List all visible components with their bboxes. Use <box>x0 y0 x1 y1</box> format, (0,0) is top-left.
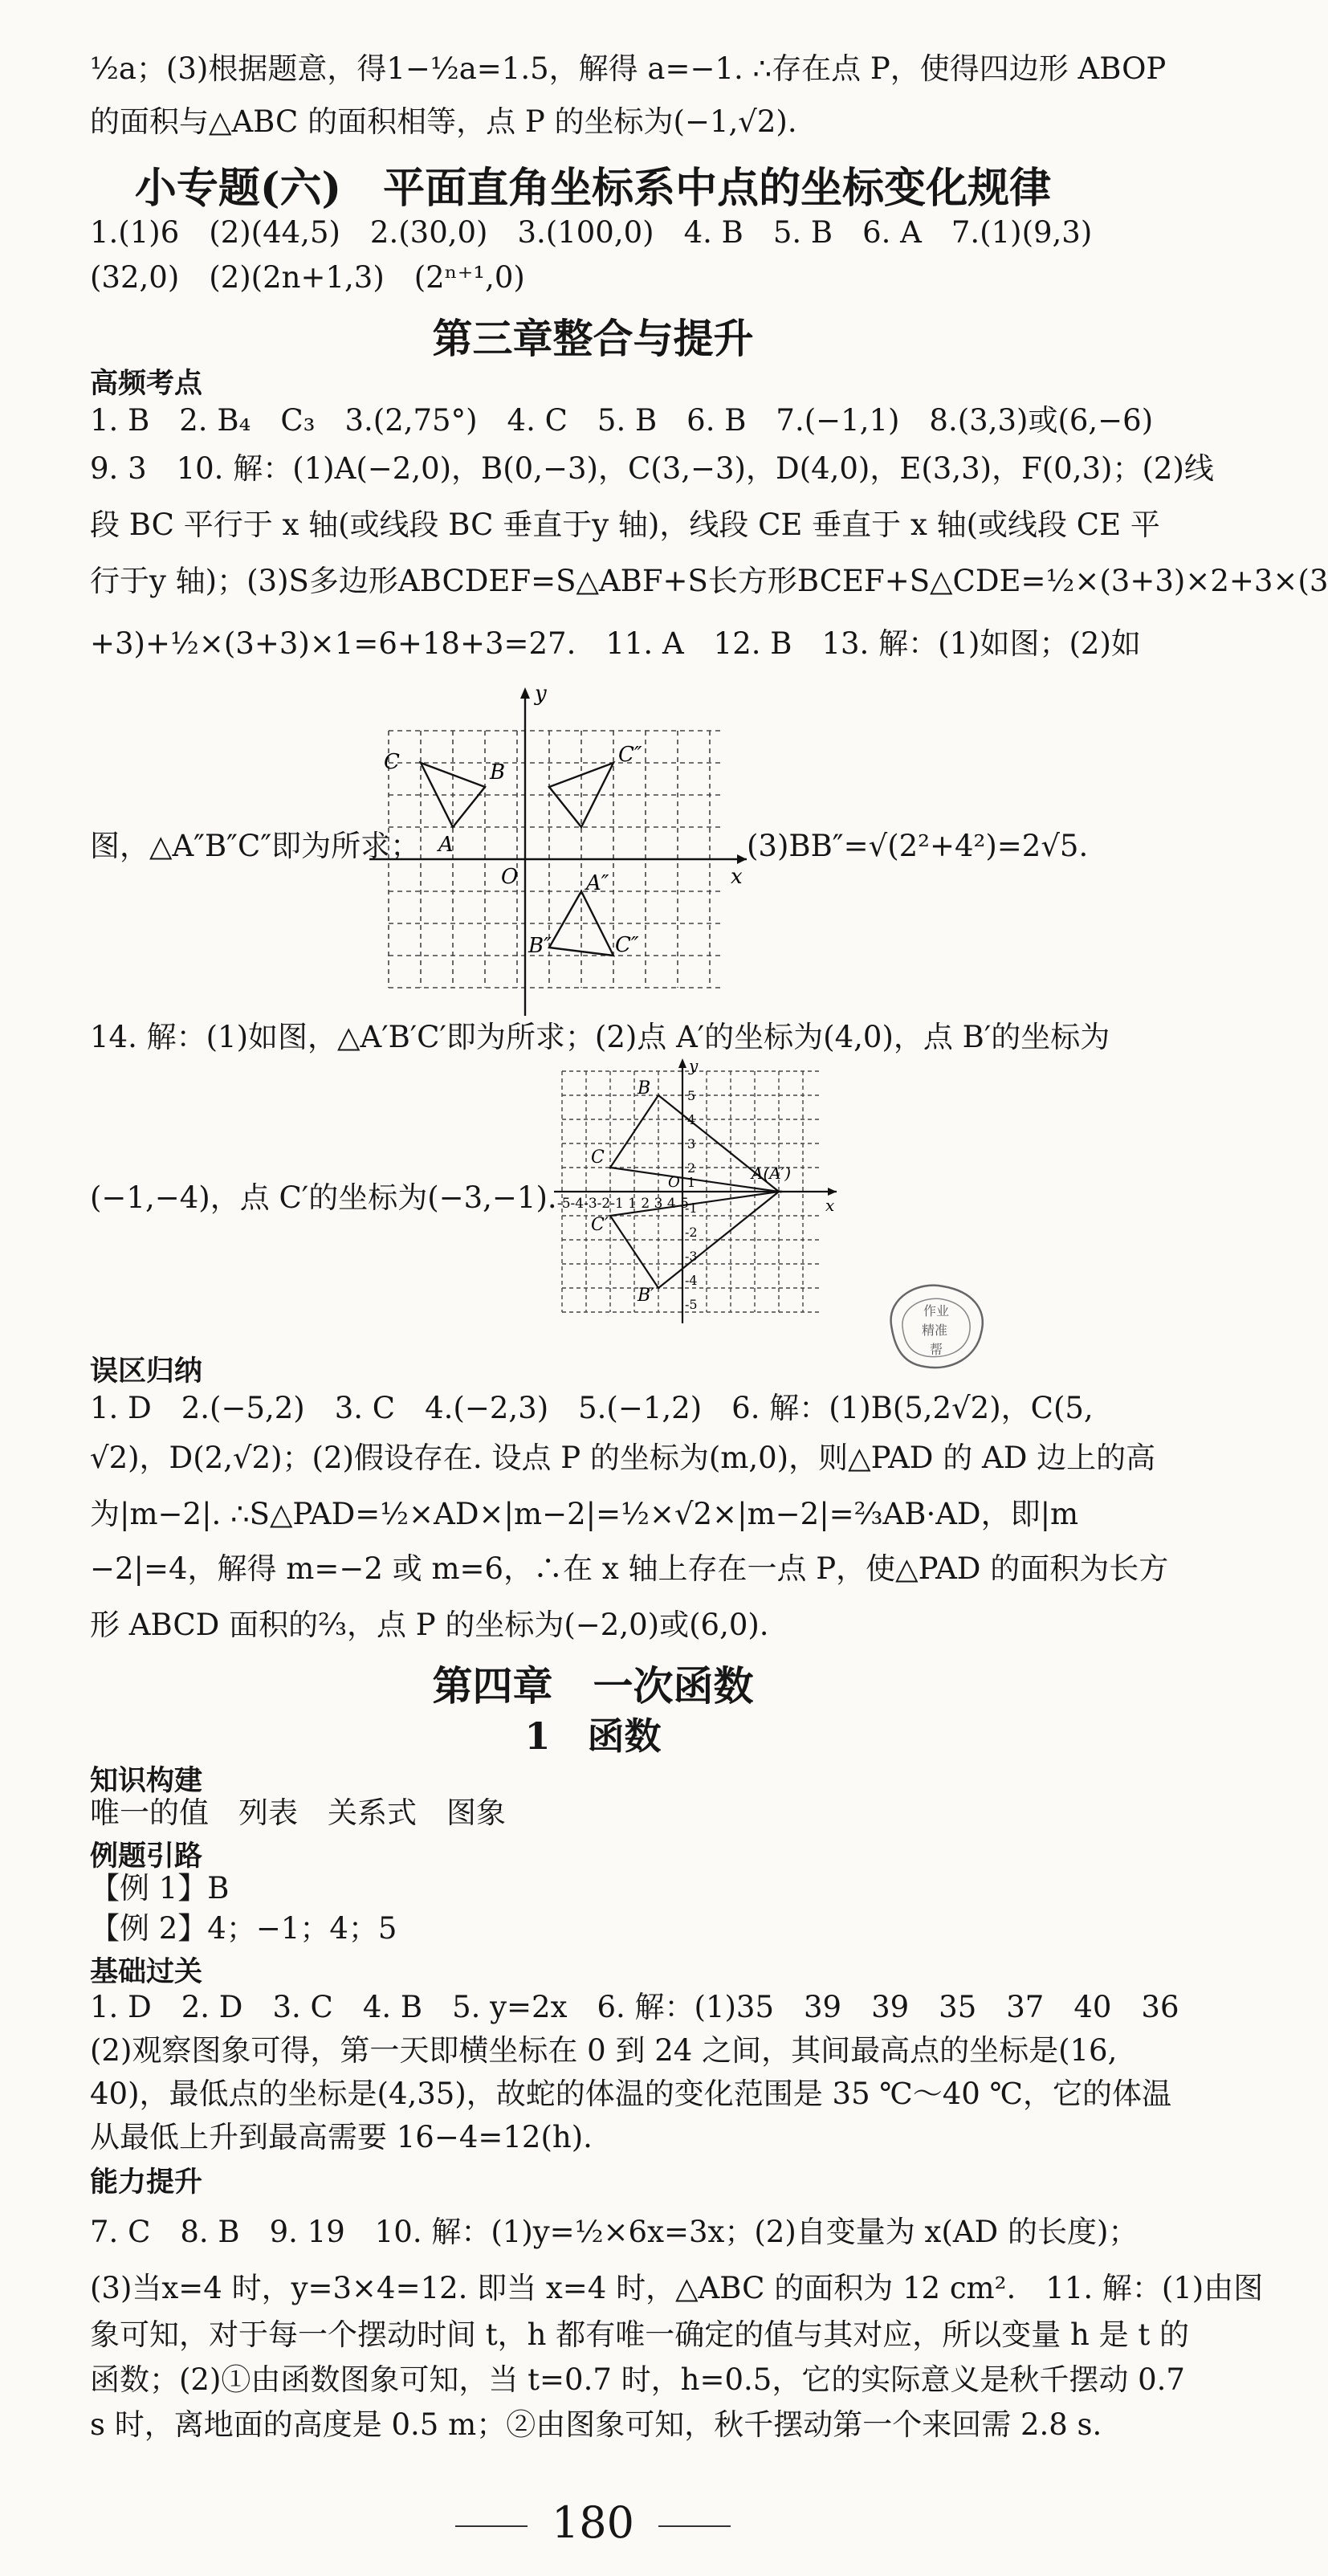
stamp-text-1: 作业 <box>923 1303 950 1319</box>
chapter3-heading: 第三章整合与提升 <box>432 315 754 362</box>
text-line: (2)观察图象可得，第一天即横坐标在 0 到 24 之间，其间最高点的坐标是(16, <box>90 2033 1118 2068</box>
text-line: √2)，D(2,√2)；(2)假设存在. 设点 P 的坐标为(m,0)，则△PAD 的 AD 边上的高 <box>90 1441 1156 1475</box>
label-b: B <box>638 1078 651 1098</box>
text-line: 象可知，对于每一个摆动时间 t，h 都有唯一确定的值与其对应，所以变量 h 是 t 的 <box>90 2317 1189 2352</box>
text-line: 为|m−2|. ∴S△PAD=½×AD×|m−2|=½×√2×|m−2|=⅔AB·AD，即|m <box>90 1497 1079 1531</box>
subheading-nengli: 能力提升 <box>90 2166 203 2199</box>
y-tick-n3: -3 <box>685 1249 698 1264</box>
special-topic-heading: 小专题(六) 平面直角坐标系中点的坐标变化规律 <box>134 164 1052 213</box>
text-line: (3)当x=4 时，y=3×4=12. 即当 x=4 时，△ABC 的面积为 12 cm². 11. 解：(1)由图 <box>90 2271 1264 2305</box>
divider <box>658 2525 731 2527</box>
text-line: 函数；(2)①由函数图象可知，当 t=0.7 时，h=0.5，它的实际意义是秋千摆动 0.7 <box>90 2362 1185 2397</box>
label-c2: C″ <box>618 743 642 767</box>
text-line: (32,0) (2)(2n+1,3) (2ⁿ⁺¹,0) <box>90 260 525 295</box>
text-line: 1. D 2.(−5,2) 3. C 4.(−2,3) 5.(−1,2) 6. 解：(1)B(5,2√2)，C(5, <box>90 1391 1094 1425</box>
origin-label: O <box>668 1174 680 1191</box>
text-line: (3)BB″=√(2²+4²)=2√5. <box>747 829 1089 863</box>
label-b: B <box>490 760 506 785</box>
text-line: 形 ABCD 面积的⅔，点 P 的坐标为(−2,0)或(6,0). <box>90 1608 769 1642</box>
label-a2: A″ <box>586 871 609 895</box>
text-line: s 时，离地面的高度是 0.5 m；②由图象可知，秋千摆动第一个来回需 2.8 s. <box>90 2407 1102 2442</box>
label-c1: C′ <box>591 1215 609 1235</box>
y-tick-4: 4 <box>687 1112 696 1127</box>
y-tick-1: 1 <box>687 1175 696 1190</box>
text-line: ½a；(3)根据题意，得1−½a=1.5，解得 a=−1. ∴存在点 P，使得四边形 ABOP <box>90 51 1167 86</box>
stamp-watermark <box>875 1277 996 1377</box>
origin-label: O <box>501 865 519 889</box>
x-axis-label: x <box>825 1196 835 1215</box>
text-line: 1. B 2. B₄ C₃ 3.(2,75°) 4. C 5. B 6. B 7.(−1,1) 8.(3,3)或(6,−6) <box>90 403 1154 438</box>
text-line: 【例 1】B <box>90 1871 230 1906</box>
label-c: C <box>591 1147 605 1168</box>
y-axis-label: y <box>689 1056 699 1075</box>
label-a: A <box>438 833 454 857</box>
text-line: (−1,−4)，点 C′的坐标为(−3,−1). <box>90 1180 557 1215</box>
text-line: 的面积与△ABC 的面积相等，点 P 的坐标为(−1,√2). <box>90 104 797 139</box>
y-tick-n1: -1 <box>685 1200 698 1216</box>
text-line: 7. C 8. B 9. 19 10. 解：(1)y=½×6x=3x；(2)自变量为 x(AD 的长度)； <box>90 2215 1139 2249</box>
y-tick-3: 3 <box>687 1136 696 1151</box>
label-c: C <box>384 750 400 774</box>
x-tick-labels: -5-4-3-2-1 1 2 3 4 5 <box>557 1196 689 1212</box>
y-tick-5: 5 <box>687 1088 696 1103</box>
stamp-text-3: 帮 <box>930 1342 943 1357</box>
text-line: 1.(1)6 (2)(44,5) 2.(30,0) 3.(100,0) 4. B 5. B 6. A 7.(1)(9,3) <box>90 215 1093 250</box>
subheading-wuqu: 误区归纳 <box>90 1355 203 1388</box>
label-a-a1: A(A′) <box>752 1164 792 1183</box>
figure-14 <box>554 1058 843 1325</box>
label-b2: B″ <box>528 934 552 958</box>
text-line: 唯一的值 列表 关系式 图象 <box>90 1795 506 1830</box>
figure-13 <box>369 683 755 1020</box>
text-line: 40)，最低点的坐标是(4,35)，故蛇的体温的变化范围是 35 ℃～40 ℃，它的体温 <box>90 2077 1171 2111</box>
label-c2b: C″ <box>615 933 639 957</box>
subheading-zhishi: 知识构建 <box>90 1765 203 1797</box>
text-line: 1. D 2. D 3. C 4. B 5. y=2x 6. 解：(1)35 39 39 35 37 40 36 <box>90 1990 1179 2024</box>
text-line: +3)+½×(3+3)×1=6+18+3=27. 11. A 12. B 13. 解：(1)如图；(2)如 <box>90 626 1141 661</box>
x-axis-label: x <box>731 865 743 889</box>
divider <box>455 2525 528 2527</box>
y-tick-n5: -5 <box>685 1297 698 1312</box>
section1-heading: 1 函数 <box>524 1714 662 1758</box>
text-line: 9. 3 10. 解：(1)A(−2,0)，B(0,−3)，C(3,−3)，D(4,0)，E(3,3)，F(0,3)；(2)线 <box>90 451 1214 486</box>
subheading-jichu: 基础过关 <box>90 1956 203 1988</box>
subheading-liti: 例题引路 <box>90 1840 203 1873</box>
y-tick-n2: -2 <box>685 1225 698 1240</box>
text-line: 段 BC 平行于 x 轴(或线段 BC 垂直于y 轴)，线段 CE 垂直于 x 轴(或线段 CE 平 <box>90 507 1160 542</box>
page-number: 180 <box>551 2497 635 2548</box>
chapter4-heading: 第四章 一次函数 <box>432 1662 754 1710</box>
subheading-gaopin: 高频考点 <box>90 368 203 400</box>
stamp-text-2: 精准 <box>922 1323 948 1338</box>
text-line: 图，△A″B″C″即为所求； <box>90 829 421 863</box>
text-line: 行于y 轴)；(3)S多边形ABCDEF=S△ABF+S长方形BCEF+S△CDE=½×(3+3)×2+3×(3 <box>90 564 1328 598</box>
y-tick-n4: -4 <box>685 1273 698 1288</box>
y-axis-label: y <box>535 682 547 706</box>
label-b1: B′ <box>638 1286 655 1306</box>
text-line: 14. 解：(1)如图，△A′B′C′即为所求；(2)点 A′的坐标为(4,0)，点 B′的坐标为 <box>90 1020 1110 1054</box>
page-number-row <box>0 2497 1186 2548</box>
text-line: −2|=4，解得 m=−2 或 m=6，∴在 x 轴上存在一点 P，使△PAD 的面积为长方 <box>90 1551 1169 1586</box>
text-line: 【例 2】4；−1；4；5 <box>90 1911 397 1946</box>
text-line: 从最低上升到最高需要 16−4=12(h). <box>90 2120 593 2154</box>
y-tick-2: 2 <box>687 1160 696 1176</box>
